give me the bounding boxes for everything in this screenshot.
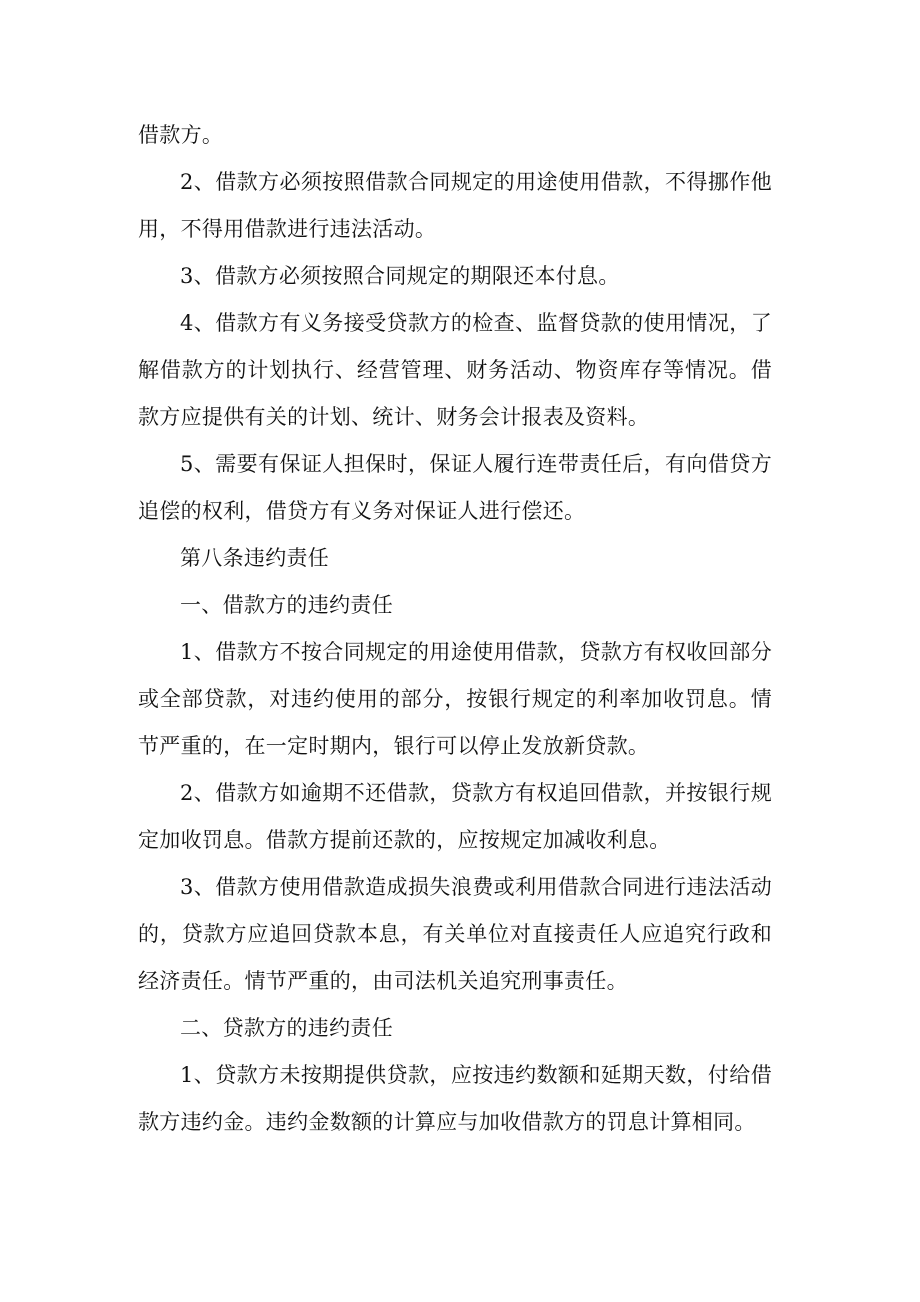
paragraph-lender-liability-1: 1、贷款方未按期提供贷款，应按违约数额和延期天数，付给借款方违约金。违约金数额的计算应与加收借款方的罚息计算相同。 bbox=[138, 1063, 772, 1134]
paragraph-borrower-duty-5: 5、需要有保证人担保时，保证人履行连带责任后，有向借贷方追偿的权利，借贷方有义务对保证人进行偿还。 bbox=[138, 452, 772, 523]
paragraph-continuation: 借款方。 bbox=[138, 123, 224, 147]
document-body bbox=[138, 112, 772, 1146]
section-lender-liability-heading: 二、贷款方的违约责任 bbox=[180, 1016, 393, 1040]
paragraph-borrower-duty-4: 4、借款方有义务接受贷款方的检查、监督贷款的使用情况，了解借款方的计划执行、经营管理、财务活动、物资库存等情况。借款方应提供有关的计划、统计、财务会计报表及资料。 bbox=[138, 311, 772, 429]
article-eight-heading: 第八条违约责任 bbox=[180, 546, 330, 570]
paragraph-borrower-liability-1: 1、借款方不按合同规定的用途使用借款，贷款方有权收回部分或全部贷款，对违约使用的部分，按银行规定的利率加收罚息。情节严重的，在一定时期内，银行可以停止发放新贷款。 bbox=[138, 640, 772, 758]
paragraph-borrower-liability-2: 2、借款方如逾期不还借款，贷款方有权追回借款，并按银行规定加收罚息。借款方提前还款的，应按规定加减收利息。 bbox=[138, 781, 772, 852]
paragraph-borrower-liability-3: 3、借款方使用借款造成损失浪费或利用借款合同进行违法活动的，贷款方应追回贷款本息，有关单位对直接责任人应追究行政和经济责任。情节严重的，由司法机关追究刑事责任。 bbox=[138, 875, 772, 993]
paragraph-borrower-duty-3: 3、借款方必须按照合同规定的期限还本付息。 bbox=[180, 264, 620, 288]
section-borrower-liability-heading: 一、借款方的违约责任 bbox=[180, 593, 393, 617]
paragraph-borrower-duty-2: 2、借款方必须按照借款合同规定的用途使用借款，不得挪作他用，不得用借款进行违法活动。 bbox=[138, 170, 772, 241]
